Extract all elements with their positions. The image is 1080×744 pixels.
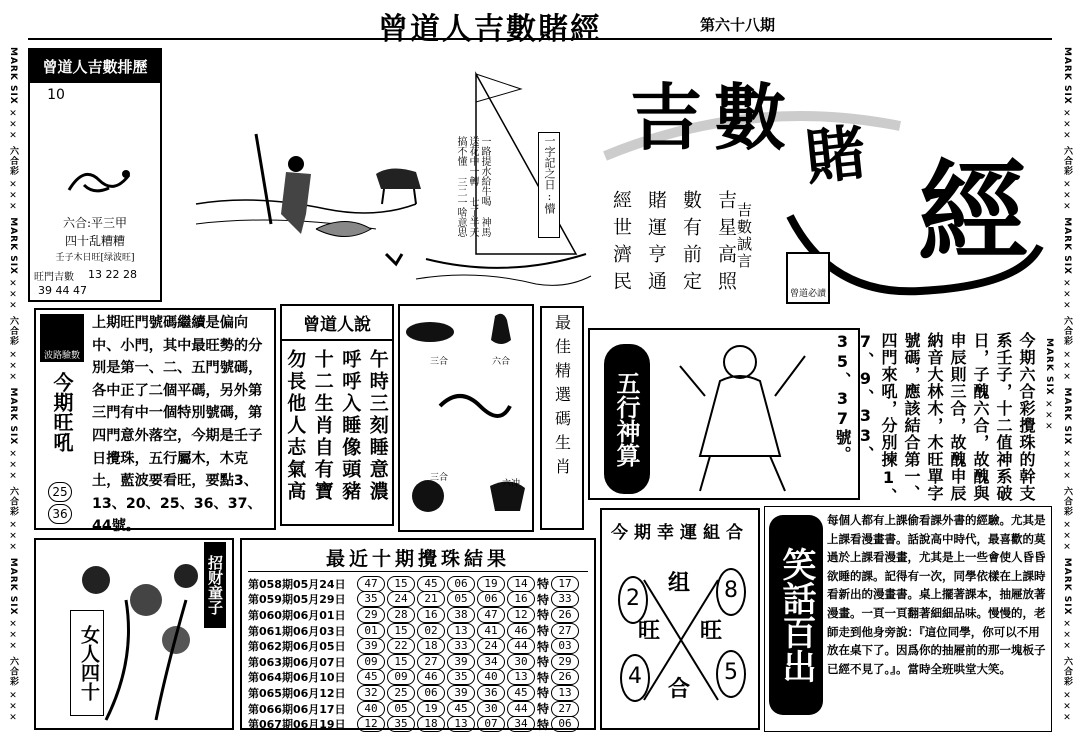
ranking-number: 10 (47, 87, 65, 103)
zodiac-animals-illustration (400, 306, 532, 530)
special-label: 特 (537, 655, 550, 670)
result-special-ball: 06 (551, 716, 579, 732)
result-ball: 07 (477, 716, 505, 732)
special-label: 特 (537, 608, 550, 623)
result-ball: 46 (417, 669, 445, 685)
result-ball: 13 (507, 669, 535, 685)
illustration-scene (176, 54, 596, 294)
table-row (248, 592, 588, 608)
special-label: 特 (537, 639, 550, 654)
combo-char-2: 合 (668, 676, 691, 702)
sanhe-label-2: 三合 (430, 473, 449, 483)
saying-col-4: 勿長他人志氣高 (284, 349, 307, 503)
header-rule (28, 38, 1052, 40)
result-ball: 36 (477, 685, 505, 701)
table-row (248, 716, 588, 732)
special-label: 特 (537, 670, 550, 685)
ranking-title: 曾道人吉數排歷 (30, 50, 160, 83)
result-ball: 32 (357, 685, 385, 701)
result-ball: 45 (507, 685, 535, 701)
ranking-line1: 六合:平三甲 (62, 216, 128, 230)
result-ball: 35 (447, 669, 475, 685)
result-ball: 39 (447, 685, 475, 701)
result-ball: 22 (387, 638, 415, 654)
logo-char-jing: 經 (918, 149, 1028, 277)
result-ball: 27 (417, 654, 445, 670)
special-label: 特 (537, 717, 550, 732)
table-row (248, 623, 588, 639)
lucky-row2: 39 44 47 (38, 284, 87, 297)
result-ball: 12 (357, 716, 385, 732)
liuhe-label-2: 六冲 (502, 479, 521, 489)
result-period: 第060期06月01日 (248, 608, 346, 622)
result-ball: 21 (417, 591, 445, 607)
saying-cols (282, 341, 392, 529)
result-period: 第067期06月19日 (248, 718, 346, 732)
verse-col-3: 數有前定 (680, 190, 702, 298)
wangmen-title: 今期旺吼 (50, 372, 74, 452)
result-ball: 13 (447, 623, 475, 639)
result-ball: 19 (417, 701, 445, 717)
verse-col-4: 吉星高照 (715, 190, 737, 298)
flower-illustration (36, 540, 232, 728)
table-row (248, 638, 588, 654)
combo-num-4: 5 (716, 650, 746, 698)
result-ball: 46 (507, 623, 535, 639)
result-ball: 09 (387, 669, 415, 685)
logo-char-du: 賭 (802, 118, 870, 194)
result-ball: 44 (507, 638, 535, 654)
result-ball: 13 (447, 716, 475, 732)
results-box (240, 538, 596, 730)
result-ball: 06 (477, 591, 505, 607)
result-ball: 39 (447, 654, 475, 670)
ranking-line2: 四十乱糟糟 (64, 234, 125, 248)
comic-box (764, 506, 1052, 732)
wuxing-title: 五行神算 (604, 344, 650, 494)
page-title: 曾道人吉數賭經 (378, 12, 602, 47)
result-ball: 38 (447, 607, 475, 623)
best-pick-box (540, 306, 584, 530)
combo-char-4: 旺 (700, 618, 723, 644)
table-row (248, 607, 588, 623)
table-row (248, 576, 588, 592)
result-ball: 15 (387, 654, 415, 670)
wangmen-badge-text: 波路驗數 (43, 351, 80, 361)
issue-number: 第六十八期 (700, 16, 776, 34)
result-ball: 16 (417, 607, 445, 623)
table-row (248, 654, 588, 670)
left-side-strip: MARK SIX ✕✕✕ 六合彩 ✕✕✕ MARK SIX ✕✕✕ 六合彩 ✕✕✕ MARK SIX ✕✕✕ 六合彩 ✕✕✕ MARK SIX ✕✕✕ 六合彩 ✕✕✕ (8, 46, 18, 724)
results-rows (248, 576, 588, 732)
combo-num-3: 4 (620, 654, 650, 702)
special-label: 特 (537, 686, 550, 701)
result-ball: 34 (507, 716, 535, 732)
result-period: 第059期05月29日 (248, 593, 346, 607)
lucky-row1: 13 22 28 (88, 268, 137, 281)
sail-word-box: 一字記之日:懵 (538, 132, 560, 238)
logo-char-ji: 吉 (630, 76, 703, 160)
result-ball: 45 (447, 701, 475, 717)
result-ball: 47 (357, 576, 385, 592)
result-special-ball: 29 (551, 654, 579, 670)
result-period: 第064期06月10日 (248, 671, 346, 685)
result-ball: 05 (387, 701, 415, 717)
result-special-ball: 03 (551, 638, 579, 654)
zhaocai-caption: 女人四十 (70, 610, 104, 716)
result-special-ball: 33 (551, 591, 579, 607)
lucky-combo-title: 今期幸運組合 (611, 523, 749, 543)
farmer-ox-boat-illustration (176, 54, 596, 294)
stamp-badge (786, 252, 830, 304)
result-ball: 45 (357, 669, 385, 685)
lucky-label: 旺門吉數 (34, 272, 74, 283)
ranking-box (28, 48, 162, 302)
result-period: 第063期06月07日 (248, 655, 346, 669)
right-column-text: 今期六合彩攪珠的幹支系壬子，十二值神系破日，子醜六合，故醜與申辰則三合，故醜申辰納音大林木，木旺單字號碼，應該結合第一、四門來吼，分別揀1、7、9、33、35、37號。 (833, 332, 1036, 505)
animals-box (398, 304, 534, 532)
wangmen-badge (40, 314, 84, 362)
result-ball: 44 (507, 701, 535, 717)
result-ball: 35 (357, 591, 385, 607)
result-ball: 41 (477, 623, 505, 639)
verse-block (608, 190, 740, 300)
comic-title: 笑話百出 (769, 515, 823, 715)
result-ball: 40 (357, 701, 385, 717)
result-ball: 34 (477, 654, 505, 670)
zhaocai-box (34, 538, 234, 730)
special-label: 特 (537, 624, 550, 639)
result-special-ball: 26 (551, 669, 579, 685)
result-ball: 15 (387, 576, 415, 592)
liuhe-label-1: 六合 (492, 357, 511, 367)
result-ball: 06 (447, 576, 475, 592)
result-ball: 18 (417, 638, 445, 654)
sanhe-label-1: 三合 (430, 357, 449, 367)
sail-poem: 一路提水給牛喝 神馬送花中一轉 七了半天搞不懂 三二一啥意思 (455, 136, 490, 237)
saying-col-1: 午時三刻睡意濃 (366, 349, 389, 503)
result-ball: 15 (387, 623, 415, 639)
result-ball: 14 (507, 576, 535, 592)
best-pick-text: 最佳精選碼生肖 (552, 314, 572, 482)
result-ball: 33 (447, 638, 475, 654)
result-period: 第062期06月05日 (248, 640, 346, 654)
result-ball: 12 (507, 607, 535, 623)
verse-col-1: 經世濟民 (610, 190, 632, 298)
result-ball: 30 (477, 701, 505, 717)
result-special-ball: 27 (551, 701, 579, 717)
ranking-line3: 壬子木日旺[绿波旺] (55, 253, 135, 263)
result-period: 第061期06月03日 (248, 624, 346, 638)
result-ball: 01 (357, 623, 385, 639)
comic-text: 每個人都有上課偷看課外書的經驗。尤其是上課看漫畫書。話說高中時代，最喜歡的莫過於上課看漫畫，尤其是上一些會使人昏昏欲睡的課。記得有一次，同學依樣在上課時看新出的漫畫書。桌上擺著課本，抽屜放著漫畫。一頁一頁翻著細細品味。慢慢的，老師走到他身旁說：『這位同學，你可以不用放在桌下了。因爲你的抽屜前的那一塊板子已經不見了。』。當時全班哄堂大笑。 (827, 513, 1046, 676)
combo-char-3: 旺 (638, 618, 661, 644)
result-period: 第058期05月24日 (248, 577, 346, 591)
result-ball: 29 (357, 607, 385, 623)
result-special-ball: 17 (551, 576, 579, 592)
dragon-icon (64, 160, 134, 200)
result-special-ball: 27 (551, 623, 579, 639)
verse-col-2: 賭運亨通 (645, 190, 667, 298)
result-special-ball: 26 (551, 607, 579, 623)
saying-col-2: 呼呼入睡像頭豬 (339, 349, 362, 503)
result-ball: 35 (387, 716, 415, 732)
result-ball: 09 (357, 654, 385, 670)
special-label: 特 (537, 577, 550, 592)
zhaocai-label: 招财童子 (204, 542, 226, 628)
result-ball: 24 (387, 591, 415, 607)
special-label: 特 (537, 592, 550, 607)
saying-box (280, 304, 394, 526)
table-row (248, 685, 588, 701)
result-ball: 30 (507, 654, 535, 670)
result-special-ball: 13 (551, 685, 579, 701)
result-ball: 45 (417, 576, 445, 592)
result-ball: 39 (357, 638, 385, 654)
result-ball: 06 (417, 685, 445, 701)
result-ball: 47 (477, 607, 505, 623)
right-side-strip: MARK SIX ✕✕✕ 六合彩 ✕✕✕ MARK SIX ✕✕✕ 六合彩 ✕✕✕ MARK SIX ✕✕✕ 六合彩 ✕✕✕ MARK SIX ✕✕✕ 六合彩 ✕✕✕ MARK SIX ✕✕✕ (1044, 46, 1072, 724)
wangmen-ball-2: 36 (48, 504, 72, 524)
combo-num-2: 8 (716, 568, 746, 616)
result-ball: 18 (417, 716, 445, 732)
result-ball: 02 (417, 623, 445, 639)
lucky-combo-box (600, 508, 760, 730)
logo-char-shu: 數 (714, 76, 787, 160)
wangmen-text: 上期旺門號碼繼續是偏向中、小門，其中最旺勢的分別是第一、二、五門號碼，各中正了二個平碼，另外第三門有中一個特別號碼，第四門意外落空，今期是壬子日攪珠，五行屬木，木克土，藍波要看旺，要點3、13、20、25、36、37、44號。 (92, 315, 263, 535)
stamp-text: 曾道必讀 (789, 289, 826, 299)
saying-title: 曾道人說 (282, 306, 392, 341)
table-row (248, 701, 588, 717)
results-title: 最近十期攪珠結果 (248, 544, 588, 572)
wangmen-ball-1: 25 (48, 482, 72, 502)
result-period: 第065期06月12日 (248, 686, 346, 700)
result-ball: 19 (477, 576, 505, 592)
result-ball: 25 (387, 685, 415, 701)
motto-label: 吉數誠言 (735, 202, 753, 270)
special-label: 特 (537, 702, 550, 717)
combo-char-1: 组 (668, 570, 691, 596)
result-ball: 24 (477, 638, 505, 654)
result-ball: 40 (477, 669, 505, 685)
wangmen-box (34, 308, 276, 535)
result-ball: 28 (387, 607, 415, 623)
result-ball: 05 (447, 591, 475, 607)
combo-num-1: 2 (618, 576, 648, 624)
result-ball: 16 (507, 591, 535, 607)
result-period: 第066期06月17日 (248, 702, 346, 716)
table-row (248, 670, 588, 686)
saying-col-3: 十二生肖自有寶 (311, 349, 334, 503)
